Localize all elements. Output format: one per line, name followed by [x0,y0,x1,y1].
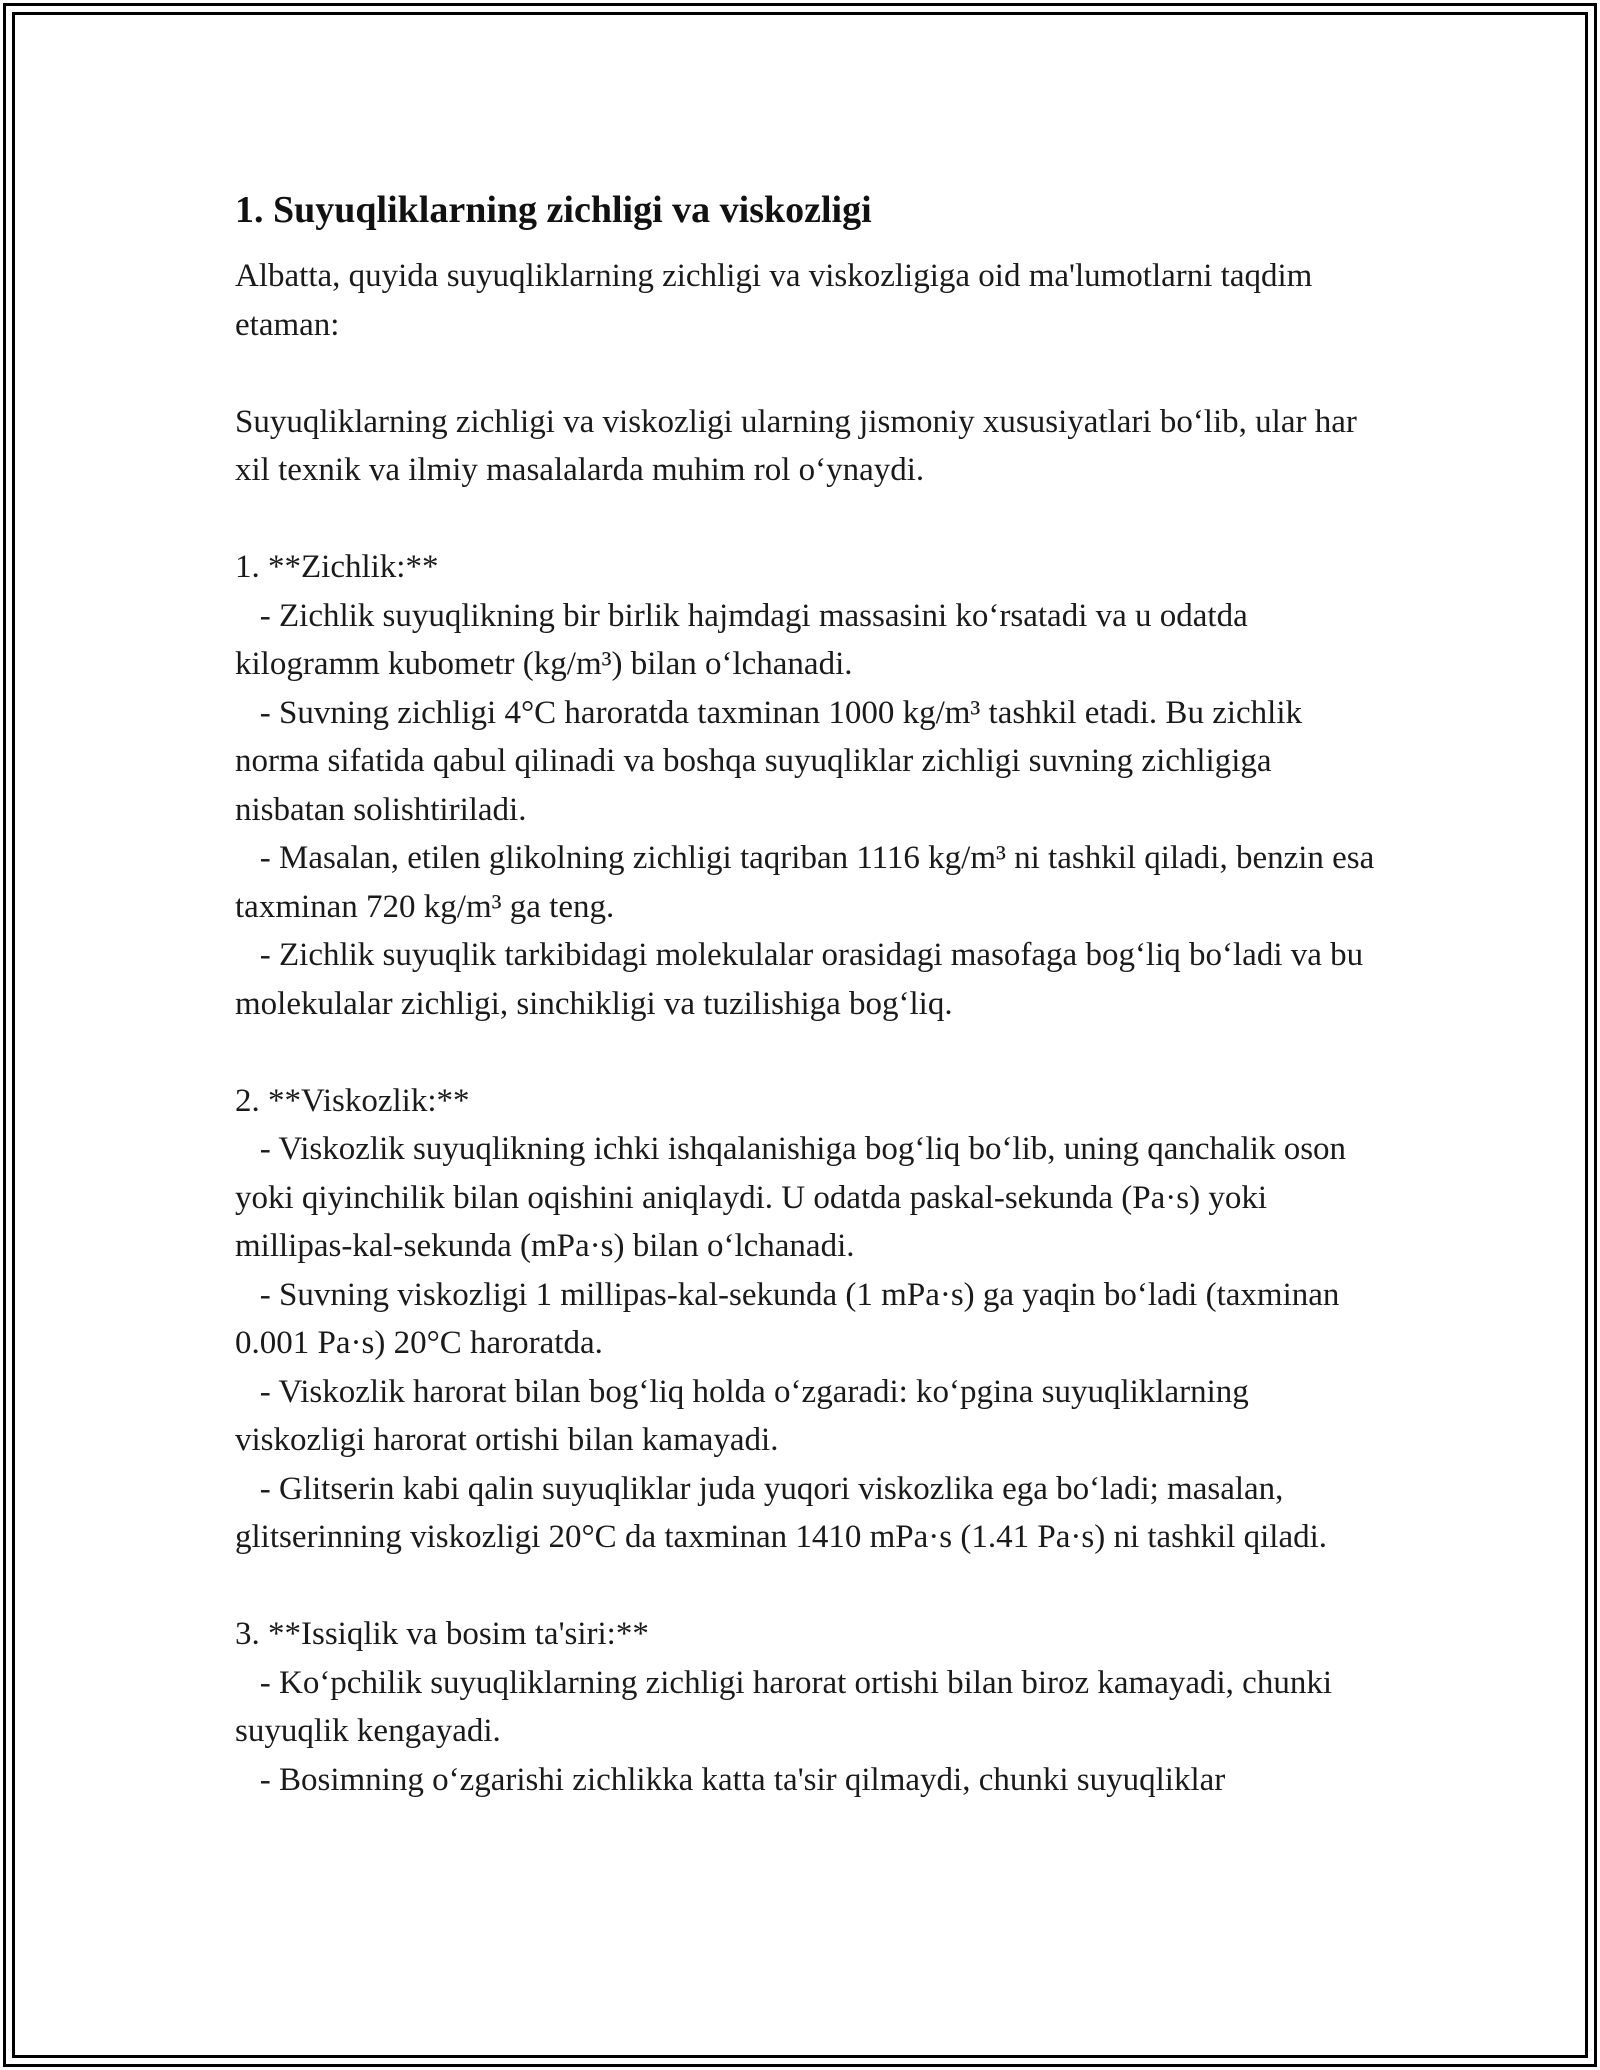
intro-paragraph: Albatta, quyida suyuqliklarning zichligi va viskozligiga oid ma'lumotlarni taqdim etaman: [235,258,1321,343]
bullet-line: - Ko‘pchilik suyuqliklarning zichligi harorat ortishi bilan biroz kamayadi, chunki suyuqlik kengayadi. [235,1664,1341,1749]
document-body [235,186,1385,1804]
section-heading: 2. **Viskozlik:** [235,1082,470,1119]
section-heading: 1. **Zichlik:** [235,549,439,585]
paragraph-gap [235,495,1385,544]
paragraph-gap [235,1562,1385,1611]
section-density [235,543,1385,1028]
bullet-line: - Suvning viskozligi 1 millipas-kal-sekunda (1 mPa·s) ga yaqin bo‘ladi (taxminan 0.001 Pa·s) 20°C haroratda. [235,1276,1348,1361]
bullet-line: - Viskozlik harorat bilan bog‘liq holda o‘zgaradi: ko‘pgina suyuqliklarning viskozligi harorat ortishi bilan kamayadi. [235,1373,1258,1458]
summary-paragraph: Suyuqliklarning zichligi va viskozligi ularning jismoniy xususiyatlari bo‘lib, ular har xil texnik va ilmiy masalalarda muhim rol o‘ynaydi. [235,403,1366,488]
bullet-line: - Bosimning o‘zgarishi zichlikka katta ta'sir qilmaydi, chunki suyuqliklar [235,1761,1226,1798]
paragraph-gap [235,349,1385,398]
section-heat-pressure [235,1610,1385,1804]
bullet-line: - Glitserin kabi qalin suyuqliklar juda yuqori viskozlika ega bo‘ladi; masalan, glitserinning viskozligi 20°C da taxminan 1410 mPa·s (1.41 Pa·s) ni tashkil qiladi. [235,1470,1328,1555]
paragraph-gap [235,1028,1385,1077]
section-viscosity [235,1077,1385,1562]
bullet-line: - Suvning zichligi 4°C haroratda taxminan 1000 kg/m³ tashkil etadi. Bu zichlik norma sifatida qabul qilinadi va boshqa suyuqliklar zichligi suvning zichligiga nisbatan solishtiriladi. [235,694,1311,828]
bullet-line: - Masalan, etilen glikolning zichligi taqriban 1116 kg/m³ ni tashkil qiladi, benzin esa taxminan 720 kg/m³ ga teng. [235,840,1383,925]
section-heading: 3. **Issiqlik va bosim ta'siri:** [235,1616,649,1652]
document-title: 1. Suyuqliklarning zichligi va viskozligi [235,189,872,231]
bullet-line: - Viskozlik suyuqlikning ichki ishqalanishiga bog‘liq bo‘lib, uning qanchalik oson yoki qiyinchilik bilan oqishini aniqlaydi. U odatda paskal-sekunda (Pa·s) yoki millipas-kal-sekunda (mPa·s) bilan o‘lchanadi. [235,1131,1355,1264]
bullet-line: - Zichlik suyuqlikning bir birlik hajmdagi massasini ko‘rsatadi va u odatda kilogramm kubometr (kg/m³) bilan o‘lchanadi. [235,597,1256,682]
bullet-line: - Zichlik suyuqlik tarkibidagi molekulalar orasidagi masofaga bog‘liq bo‘ladi va bu molekulalar zichligi, sinchikligi va tuzilishiga bog‘liq. [235,937,1372,1022]
